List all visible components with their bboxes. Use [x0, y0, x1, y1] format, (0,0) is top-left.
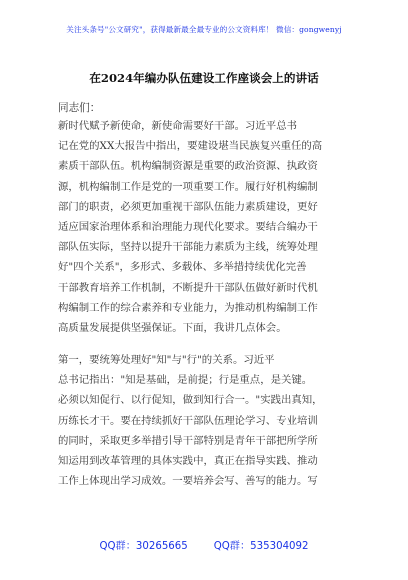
document-body — [58, 116, 358, 503]
qq-group-1: QQ群：30265665 — [99, 541, 188, 552]
document-title: 在2024年编办队伍建设工作座谈会上的讲话 — [89, 71, 319, 85]
paragraph-1 — [58, 116, 358, 338]
text-line: 构编制工作的综合素养和专业能力，为推动机构编制工作 — [58, 301, 318, 314]
text-line: 的同时，采取更多举措引导干部特别是青年干部把所学所 — [58, 434, 318, 447]
text-line: 高质量发展提供坚强保证。下面，我讲几点体会。 — [58, 321, 287, 334]
text-line: 素质干部队伍。机构编制资源是重要的政治资源、执政资 — [58, 160, 318, 173]
footer-contact — [0, 537, 408, 552]
text-line: 适应国家治理体系和治理能力现代化要求。要结合编办干 — [58, 220, 318, 233]
text-line: 必须以知促行、以行促知，做到知行合一。"实践出真知， — [58, 394, 323, 407]
qq-group-2: QQ群：535304092 — [213, 541, 309, 552]
paragraph-2 — [58, 350, 358, 491]
text-line: 干部教育培养工作机制，不断提升干部队伍做好新时代机 — [58, 281, 318, 294]
greeting: 同志们： — [58, 102, 101, 114]
text-line: 工作上体现出学习成效。一要培养会写、善写的能力。写 — [58, 475, 318, 488]
text-line: 新时代赋予新使命，新使命需要好干部。习近平总书 — [58, 120, 297, 132]
text-line: 好"四个关系"，多形式、多载体、多举措持续优化完善 — [58, 261, 307, 274]
header-banner: 关注头条号"公文研究"，获得最新最全最专业的公文资料库！ 微信：gongwenyj — [66, 25, 342, 34]
text-line: 部队伍实际，坚持以提升干部能力素质为主线，统筹处理 — [58, 241, 318, 254]
text-line: 部门的职责，必须更加重视干部队伍能力素质建设，更好 — [58, 200, 318, 213]
text-line: 历练长才干。要在持续抓好干部队伍理论学习、专业培训 — [58, 414, 318, 427]
text-line: 总书记指出："知是基础，是前提；行是重点，是关键。 — [58, 374, 313, 387]
text-line: 源，机构编制工作是党的一项重要工作。履行好机构编制 — [58, 180, 318, 193]
text-line: 知运用到改革管理的具体实践中，真正在指导实践、推动 — [58, 455, 318, 467]
text-line: 第一，要统筹处理好"知"与"行"的关系。习近平 — [58, 354, 275, 367]
text-line: 记在党的XX大报告中指出，要建设堪当民族复兴重任的高 — [58, 140, 323, 153]
